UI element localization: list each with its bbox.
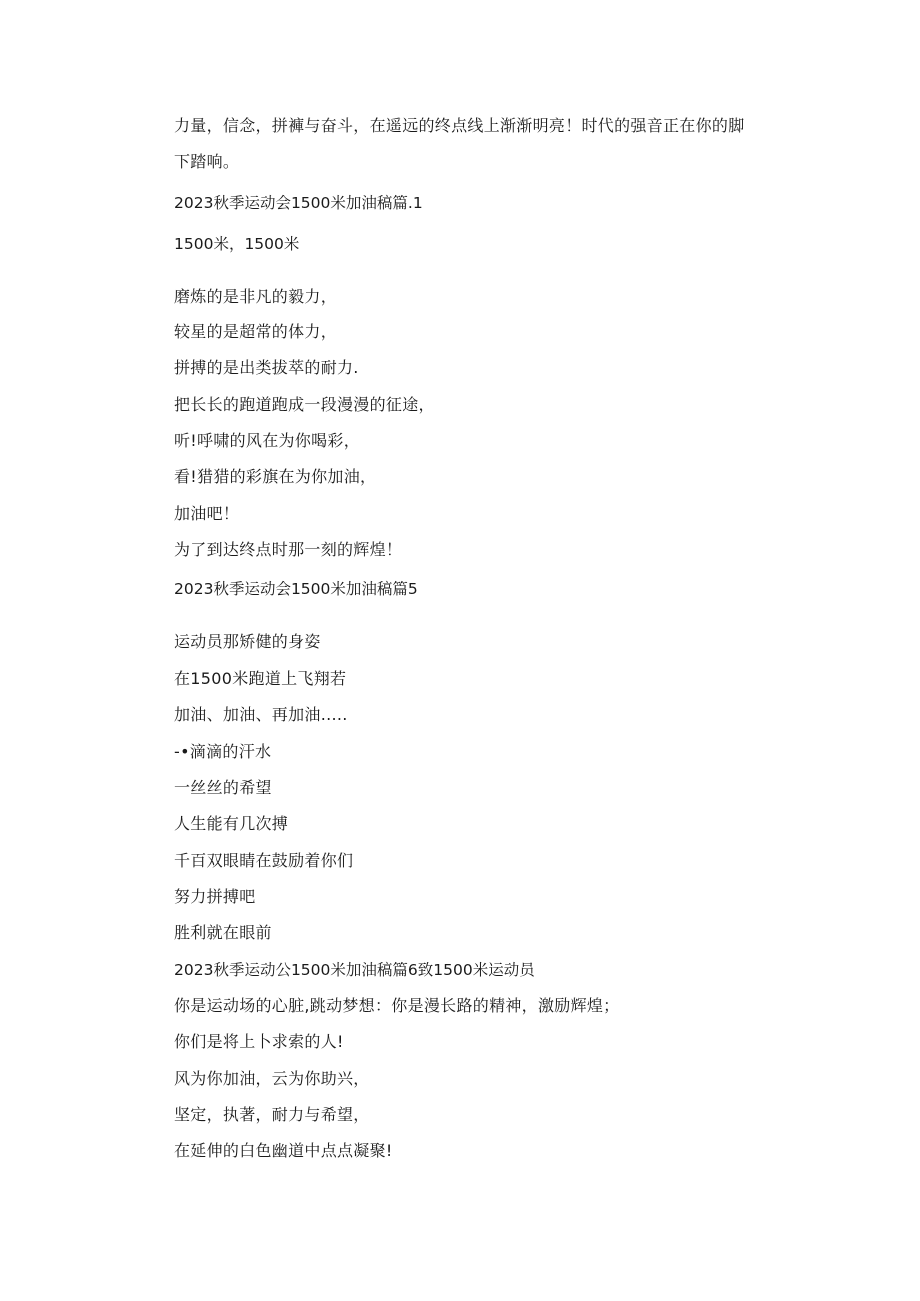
section-subheading: 1500米，1500米 bbox=[174, 235, 300, 253]
poem-line: 努力拼搏吧 bbox=[174, 887, 256, 906]
section-heading: 2023秋季运动公1500米加油稿篇6致1500米运动员 bbox=[174, 961, 535, 979]
poem-line: 加油吧！ bbox=[174, 504, 240, 523]
poem-line: 一丝丝的希望 bbox=[174, 778, 272, 797]
poem-line: 拼搏的是出类拔萃的耐力. bbox=[174, 358, 359, 377]
poem-line: 你是运动场的心脏,跳动梦想：你是漫长路的精神，激励辉煌； bbox=[174, 996, 620, 1015]
paragraph-line: 下踏响。 bbox=[174, 152, 240, 171]
section-heading: 2023秋季运动会1500米加油稿篇.1 bbox=[174, 194, 423, 212]
poem-line: 在延伸的白色幽道中点点凝聚! bbox=[174, 1141, 393, 1160]
poem-line: 运动员那矫健的身姿 bbox=[174, 632, 321, 651]
poem-line: -•滴滴的汗水 bbox=[174, 742, 272, 761]
poem-line: 在1500米跑道上飞翔若 bbox=[174, 669, 347, 688]
poem-line: 人生能有几次搏 bbox=[174, 814, 289, 833]
poem-line: 看!猎猎的彩旗在为你加油， bbox=[174, 467, 377, 486]
poem-line: 千百双眼睛在鼓励着你们 bbox=[174, 851, 354, 870]
paragraph-line: 力量，信念，拼褲与奋斗，在遥远的终点线上渐渐明亮！时代的强音正在你的脚 bbox=[174, 116, 745, 135]
poem-line: 加油、加油、再加油..... bbox=[174, 705, 348, 724]
section-heading: 2023秋季运动会1500米加油稿篇5 bbox=[174, 580, 418, 598]
poem-line: 胜利就在眼前 bbox=[174, 923, 272, 942]
poem-line: 听!呼啸的风在为你喝彩， bbox=[174, 431, 361, 450]
poem-line: 磨炼的是非凡的毅力， bbox=[174, 287, 338, 306]
poem-line: 为了到达终点时那一刻的辉煌！ bbox=[174, 540, 403, 559]
poem-line: 较星的是超常的体力， bbox=[174, 322, 338, 341]
poem-line: 把长长的跑道跑成一段漫漫的征途， bbox=[174, 395, 435, 414]
poem-line: 坚定，执著，耐力与希望， bbox=[174, 1105, 370, 1124]
poem-line: 你们是将上卜求索的人! bbox=[174, 1032, 344, 1051]
poem-line: 风为你加油，云为你助兴， bbox=[174, 1069, 370, 1088]
